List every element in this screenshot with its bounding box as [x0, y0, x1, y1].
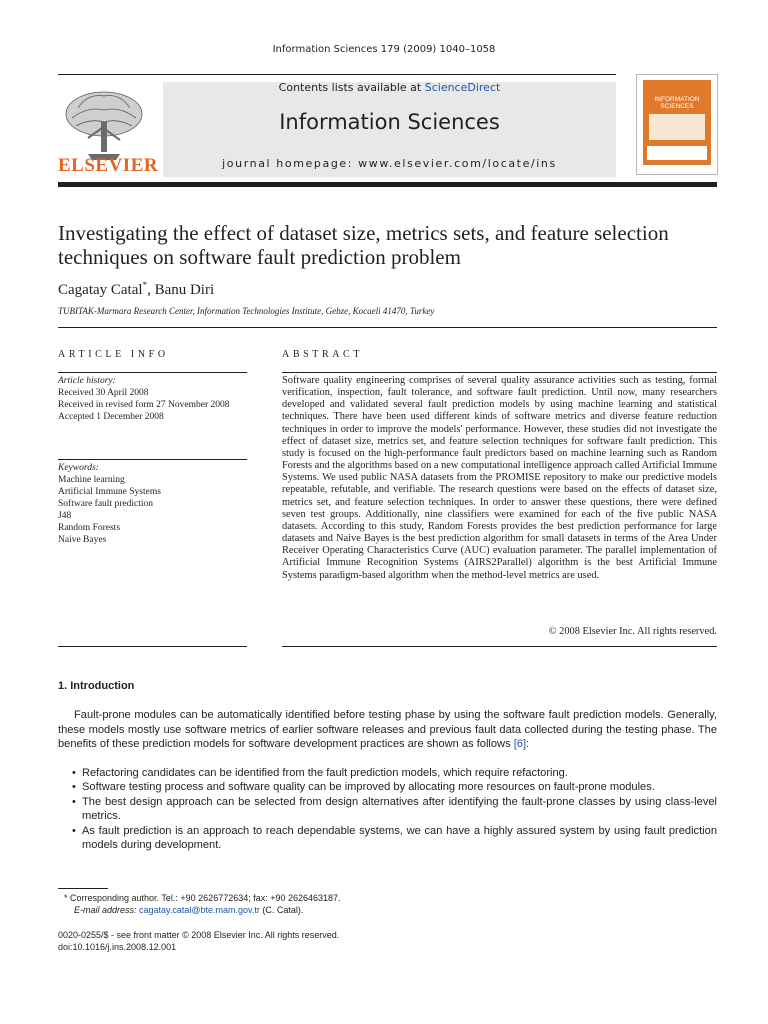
sciencedirect-link[interactable]: ScienceDirect — [424, 81, 501, 94]
list-item: • The best design approach can be selected from design alternatives after identifying the fault-prone classes by using class-level metrics. — [72, 795, 717, 824]
author-name[interactable]: Cagatay Catal — [58, 282, 143, 298]
email-suffix: (C. Catal). — [259, 905, 304, 915]
section-rule — [58, 327, 717, 328]
benefits-list — [72, 766, 717, 852]
contents-prefix: Contents lists available at — [278, 81, 425, 94]
keyword-item: Machine learning — [58, 475, 125, 485]
list-item: • Software testing process and software quality can be improved by allocating more resources on fault-prone modules. — [72, 780, 717, 794]
keyword-item: J48 — [58, 511, 72, 521]
intro-text-end: : — [526, 738, 530, 750]
author-separator: , — [147, 282, 155, 298]
cover-text-block — [649, 114, 705, 140]
journal-citation-line: Information Sciences 179 (2009) 1040–1058 — [272, 44, 496, 55]
header-thick-rule — [58, 182, 717, 187]
abstract-text: Software quality engineering comprises of several quality assurance activities such as testing, formal verification, inspection, fault tolerance, and software fault prediction. Until now, many researchers developed and validated several fault prediction models by using machine learning and statistical techniques. There have been used different kinds of software metrics and diverse feature reduction techniques in order to improve the models' performance. However, these studies did not investigate the effect of dataset size, metrics set, and feature selection techniques for software fault prediction. This study is focused on the high-performance fault predictors based on machine learning such as Random Forests and the algorithms based on a new computational intelligence approach called Artificial Immune Systems. We used public NASA datasets from the PROMISE repository to make our predictive models repeatable, refutable, and verifiable. The research questions were based on the effects of dataset size, metrics set, and feature selection techniques. In order to answer these questions, there were defined seven test groups. Additionally, nine classifiers were examined for each of the five public NASA datasets. According to this study, Random Forests provides the best prediction performance for large datasets and Naive Bayes is the best prediction algorithm for small datasets in terms of the Area Under Receiver Operating Characteristics Curve (AUC) evaluation parameter. The parallel implementation of Artificial Immune Recognition Systems (AIRS2Parallel) algorithm is the best Artificial Immune Systems paradigm-based algorithm when the method-level metrics are used. — [282, 375, 717, 581]
abstract-copyright: © 2008 Elsevier Inc. All rights reserved. — [548, 626, 717, 637]
author-list — [58, 280, 214, 299]
abstract-heading: ABSTRACT — [282, 349, 364, 360]
journal-homepage[interactable]: journal homepage: www.elsevier.com/locate/ins — [222, 157, 557, 170]
keyword-item: Naive Bayes — [58, 535, 107, 545]
front-matter-block — [58, 929, 658, 953]
email-link[interactable]: cagatay.catal@bte.mam.gov.tr — [139, 905, 260, 915]
doi-line[interactable]: doi:10.1016/j.ins.2008.12.001 — [58, 942, 177, 952]
list-item: • Refactoring candidates can be identified from the fault prediction models, which require refactoring. — [72, 766, 717, 780]
abstract-rule — [282, 372, 717, 373]
corresponding-mark[interactable]: * — [142, 280, 148, 290]
contents-line — [163, 81, 616, 94]
keywords-label: Keywords: — [58, 463, 99, 473]
journal-title: Information Sciences — [279, 110, 500, 134]
keyword-item: Software fault prediction — [58, 499, 153, 509]
footnote-block — [64, 892, 664, 916]
citation-link[interactable]: [6] — [513, 738, 527, 750]
abstract-rule — [282, 646, 717, 647]
article-info-heading: ARTICLE INFO — [58, 349, 169, 360]
keyword-item: Random Forests — [58, 523, 121, 533]
history-item: Accepted 1 December 2008 — [58, 412, 164, 422]
history-label: Article history: — [58, 376, 116, 386]
list-item: • As fault prediction is an approach to reach dependable systems, we can have a highly assured system by using fault prediction models during development. — [72, 824, 717, 853]
section-heading-introduction: 1. Introduction — [58, 680, 135, 692]
header-top-rule — [58, 74, 616, 75]
front-matter-line: 0020-0255/$ - see front matter © 2008 Elsevier Inc. All rights reserved. — [58, 930, 340, 940]
cover-orange-panel — [643, 80, 711, 165]
keyword-item: Artificial Immune Systems — [58, 487, 161, 497]
intro-text: Fault-prone modules can be automatically identified before testing phase by using the software fault prediction models. Generally, these models mostly use software metrics of earlier software releases and previous fault data collected during the testing phase. The benefits of these prediction models for software development practices are shown as follows — [58, 709, 717, 750]
cover-title: INFORMATION SCIENCES — [654, 96, 700, 110]
paper-title: Investigating the effect of dataset size, metrics sets, and feature selection techniques on software fault prediction problem — [58, 221, 669, 269]
elsevier-logo-wordmark: ELSEVIER — [58, 155, 159, 176]
author-name[interactable]: Banu Diri — [154, 282, 215, 298]
history-item: Received 30 April 2008 — [58, 388, 149, 398]
article-info-rule — [58, 372, 247, 373]
email-line — [64, 904, 664, 916]
journal-cover-thumbnail[interactable] — [636, 74, 718, 175]
intro-paragraph — [58, 708, 717, 752]
article-history — [58, 375, 247, 423]
history-item: Received in revised form 27 November 2008 — [58, 400, 230, 410]
keywords-block — [58, 462, 247, 546]
article-info-rule — [58, 459, 247, 460]
corresponding-author-note: * Corresponding author. Tel.: +90 2626772634; fax: +90 2626463187. — [64, 893, 341, 903]
author-affiliation: TUBITAK-Marmara Research Center, Information Technologies Institute, Gebze, Kocaeli 41470, Turkey — [58, 306, 435, 316]
email-label: E-mail address: — [74, 905, 140, 915]
footnote-rule — [58, 888, 108, 889]
cover-footer — [647, 146, 707, 160]
article-info-rule — [58, 646, 247, 647]
